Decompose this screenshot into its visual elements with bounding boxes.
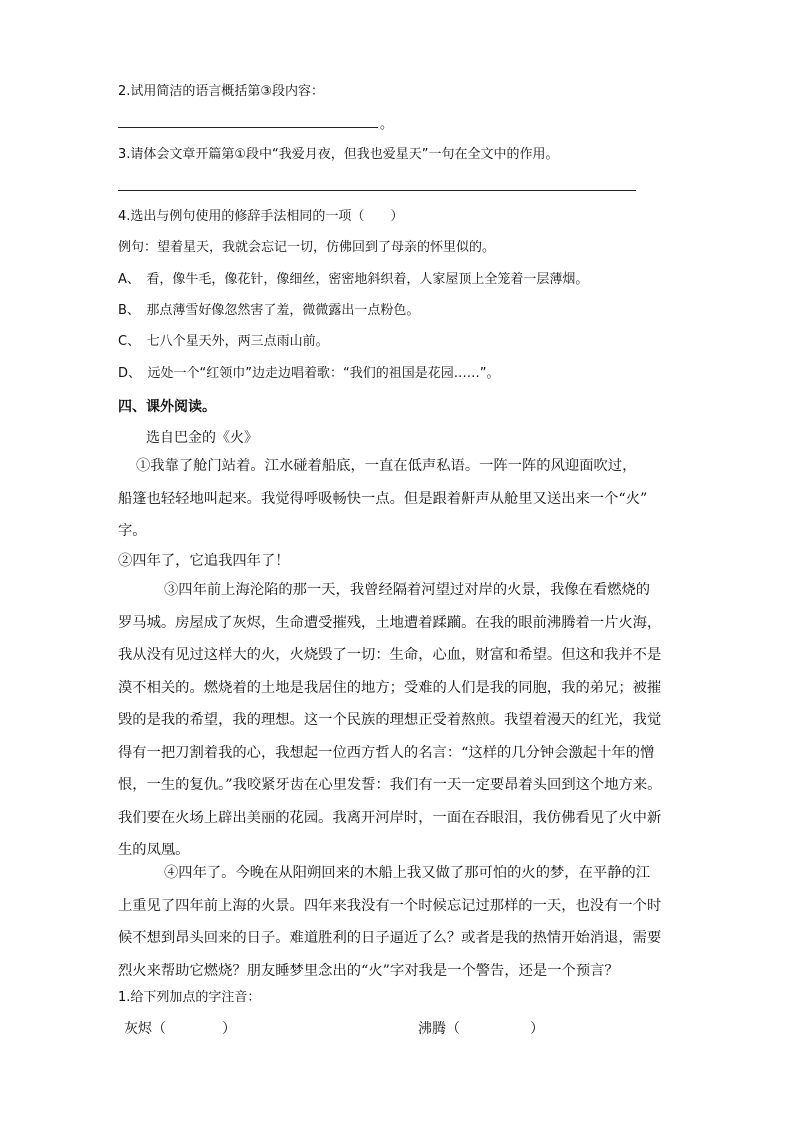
option-d: D、 远处一个“红领巾”边走边唱着歌：“我们的祖国是花园……”。: [118, 366, 500, 381]
passage-line: 漠不相关的。燃烧着的土地是我居住的地方；受难的人们是我的同胞，我的弟兄；被摧: [118, 679, 662, 696]
passage-line: 烈火来帮助它燃烧？朋友睡梦里念出的“火”字对我是一个警告，还是一个预言？: [118, 962, 619, 979]
passage-line: 船篷也轻轻地叫起来。我觉得呼吸畅快一点。但是跟着鼾声从舱里又送出来一个“火”: [118, 490, 648, 507]
question-2: 2.试用简洁的语言概括第③段内容：: [118, 84, 325, 99]
passage-para-4: [118, 857, 678, 987]
passage-line: 得有一把刀割着我的心，我想起一位西方哲人的名言：“这样的几分钟会激起十年的憎: [118, 744, 655, 761]
option-b: B、 那点薄雪好像忽然害了羞，微微露出一点粉色。: [118, 303, 420, 318]
example-sentence: 例句：望着星天，我就会忘记一切，仿佛回到了母亲的怀里似的。: [118, 240, 496, 255]
reading-question-1: 1.给下列加点的字注音：: [118, 990, 261, 1005]
question-3: 3.请体会文章开篇第①段中“我爱月夜，但我也爱星天”一句在全文中的作用。: [118, 147, 559, 162]
answer-line-q2-end: 。: [380, 117, 394, 132]
passage-source: 选自巴金的《火》: [146, 430, 258, 446]
passage-para-1: [118, 450, 678, 548]
pinyin-item-feiteng: 沸腾（ ）: [418, 1021, 544, 1037]
passage-line: 上重见了四年前上海的火景。四年来我没有一个时候忘记过那样的一天，也没有一个时: [118, 897, 662, 914]
passage-line: ③四年前上海沦陷的那一天，我曾经隔着河望过对岸的火景，我像在看燃烧的: [164, 582, 651, 598]
passage-para-3: [118, 574, 678, 867]
passage-line: 毁的是我的希望，我的理想。这一个民族的理想正受着熬煎。我望着漫天的红光，我觉: [118, 712, 662, 728]
option-a: A、 看，像牛毛，像花针，像细丝，密密地斜织着，人家屋顶上全笼着一层薄烟。: [118, 272, 589, 287]
answer-line-q3: [118, 190, 636, 191]
pinyin-item-huijin: 灰烬（ ）: [124, 1021, 236, 1037]
passage-line: 生的凤凰。: [118, 842, 190, 858]
passage-line: ④四年了。今晚在从阳朔回来的木船上我又做了那可怕的火的梦，在平静的江: [164, 865, 651, 881]
passage-line: 字。: [118, 523, 147, 539]
answer-line-q2: [118, 127, 378, 128]
passage-para-2: [118, 545, 678, 578]
passage-line: ②四年了，它追我四年了！: [118, 553, 290, 569]
passage-line: 罗马城。房屋成了灰烬，生命遭受摧残，土地遭着蹂躏。在我的眼前沸腾着一片火海，: [118, 614, 662, 631]
passage-line: 我们要在火场上辟出美丽的花园。我离开河岸时，一面在吞眼泪，我仿佛看见了火中新: [118, 809, 662, 826]
section-heading: 四、课外阅读。: [118, 399, 216, 415]
passage-line: 候不想到昂头回来的日子。难道胜利的日子逼近了么？或者是我的热情开始消退，需要: [118, 930, 662, 946]
option-c: C、 七八个星天外，两三点雨山前。: [118, 334, 329, 349]
question-4: 4.选出与例句使用的修辞手法相同的一项（ ）: [118, 209, 404, 224]
passage-line: 恨，一生的复仇。”我咬紧牙齿在心里发誓：我们有一天一定要昂着头回到这个地方来。: [118, 777, 662, 793]
passage-line: ①我靠了舱门站着。江水碰着船底，一直在低声私语。一阵一阵的风迎面吹过，: [136, 458, 637, 474]
passage-line: 我从没有见过这样大的火，火烧毁了一切：生命，心血，财富和希望。但这和我并不是: [118, 647, 662, 663]
